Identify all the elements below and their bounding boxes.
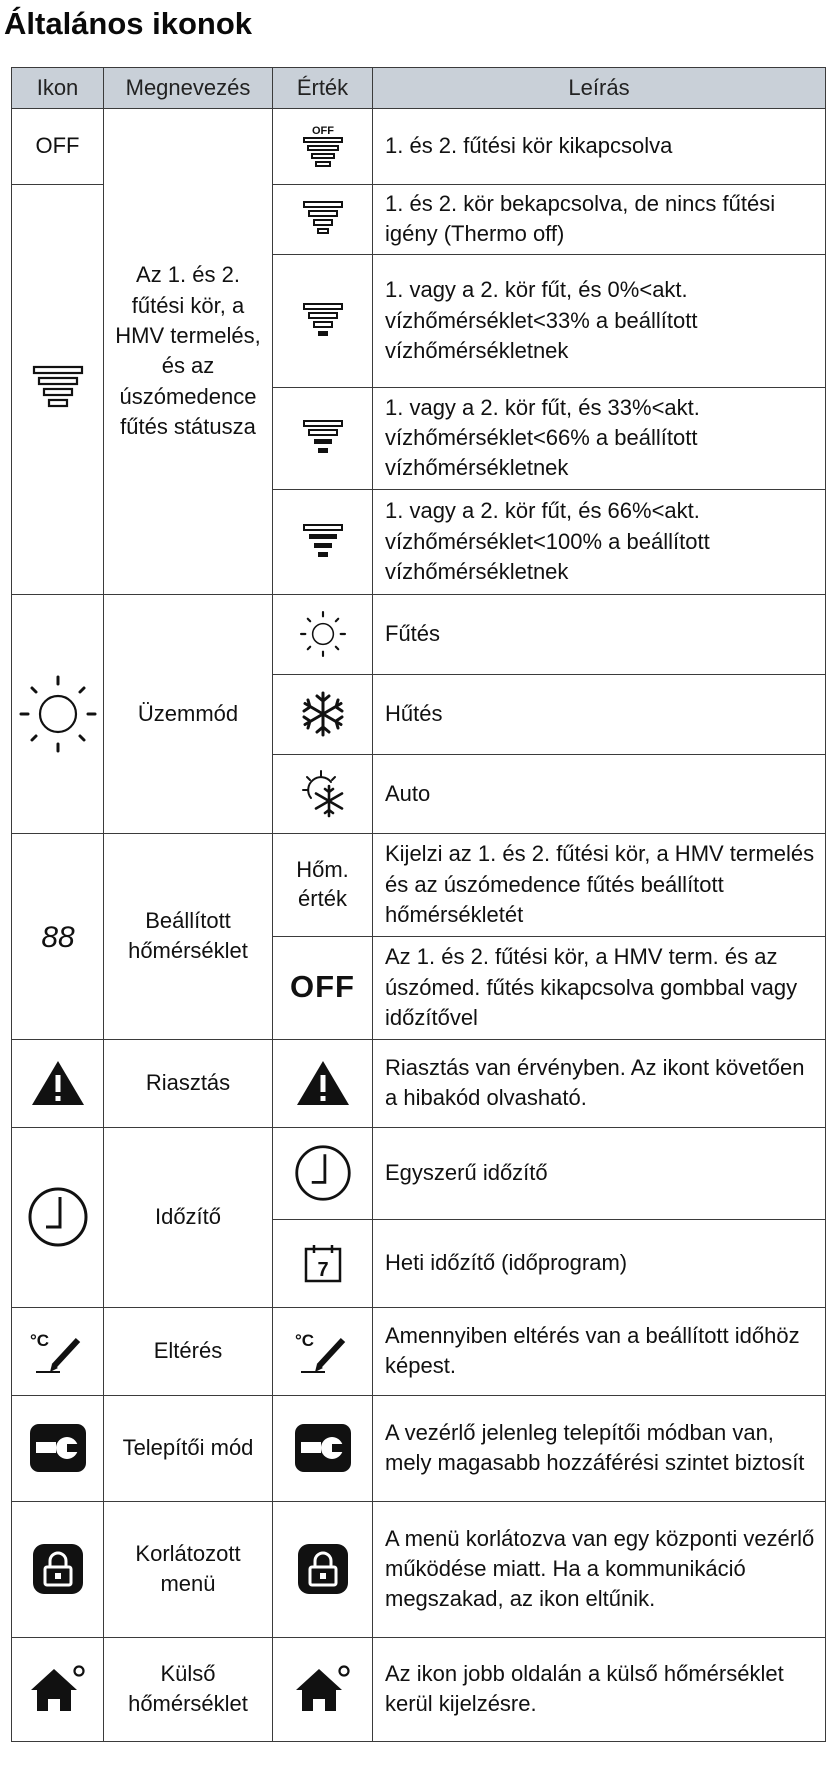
sun-icon — [298, 609, 348, 659]
value-cell — [273, 387, 373, 489]
deviation-unit-text: °C — [294, 1331, 314, 1351]
value-cell — [273, 1395, 373, 1501]
warning-triangle-icon — [295, 1058, 351, 1108]
name-outdoor-temperature — [104, 1637, 273, 1741]
desc-cell: A menü korlátozva van egy központi vezérlő működése miatt. Ha a kommunikáció megszakad, az ikon eltűnik. — [373, 1501, 826, 1637]
desc-cell: Fűtés — [373, 594, 826, 674]
table-header-row — [12, 68, 826, 109]
sun-icon — [17, 673, 99, 755]
value-cell — [273, 594, 373, 674]
page-title: Általános ikonok — [4, 6, 253, 41]
desc-cell: 1. vagy a 2. kör fűt, és 66%<akt. vízhőmérséklet<100% a beállított vízhőmérsékletnek — [373, 489, 826, 594]
snowflake-icon — [298, 689, 348, 739]
heating-thermo-off-icon — [301, 200, 345, 238]
icon-cell — [12, 833, 104, 1039]
off-value-label: OFF — [290, 969, 355, 1005]
heating-level-3-icon — [301, 523, 345, 561]
name-set-temperature — [104, 833, 273, 1039]
header-ertek: Érték — [273, 68, 373, 109]
off-label: OFF — [35, 133, 80, 159]
table-row — [12, 109, 826, 185]
heating-status-bars-icon — [32, 365, 84, 413]
desc-cell: 1. és 2. fűtési kör kikapcsolva — [373, 109, 826, 185]
name-text: Az 1. és 2. fűtési kör, a HMV termelés, és az úszómedence fűtés státusza — [115, 262, 261, 440]
desc-cell: Az 1. és 2. fűtési kör, a HMV term. és az úszómed. fűtés kikapcsolva gombbal vagy időzítővel — [373, 936, 826, 1039]
desc-cell: Amennyiben eltérés van a beállított időhöz képest. — [373, 1307, 826, 1395]
desc-cell: Egyszerű időzítő — [373, 1127, 826, 1219]
value-cell — [273, 1501, 373, 1637]
desc-cell: 1. vagy a 2. kör fűt, és 0%<akt. vízhőmérséklet<33% a beállított vízhőmérsékletnek — [373, 254, 826, 387]
table-row — [12, 594, 826, 674]
desc-cell: Az ikon jobb oldalán a külső hőmérséklet kerül kijelzésre. — [373, 1637, 826, 1741]
installer-tool-icon — [28, 1420, 88, 1476]
desc-cell: Heti időzítő (időprogram) — [373, 1219, 826, 1307]
icon-cell — [12, 1039, 104, 1127]
name-restricted-menu — [104, 1501, 273, 1637]
auto-mode-icon — [297, 768, 349, 820]
name-text: Külső hőmérséklet — [128, 1660, 248, 1717]
icon-cell — [12, 1127, 104, 1307]
temp-value-label: Hőm. érték — [296, 857, 349, 911]
name-timer: Időzítő — [104, 1127, 273, 1307]
table-row — [12, 1039, 826, 1127]
value-cell — [273, 674, 373, 754]
padlock-icon — [295, 1541, 351, 1597]
seven-segment-text: 88 — [40, 921, 75, 955]
value-cell — [273, 833, 373, 936]
padlock-icon — [30, 1541, 86, 1597]
value-cell — [273, 254, 373, 387]
house-icon — [29, 1663, 87, 1715]
icon-cell — [12, 1637, 104, 1741]
heating-status-off-icon — [301, 124, 345, 170]
icon-cell — [12, 1395, 104, 1501]
deviation-pencil-icon — [293, 1326, 353, 1376]
desc-cell: Hűtés — [373, 674, 826, 754]
name-text: Korlátozott menü — [135, 1540, 241, 1597]
value-cell — [273, 489, 373, 594]
value-cell — [273, 1307, 373, 1395]
name-alarm: Riasztás — [104, 1039, 273, 1127]
table-row — [12, 1307, 826, 1395]
icon-cell — [12, 1501, 104, 1637]
clock-icon — [293, 1143, 353, 1203]
icon-cell — [12, 594, 104, 833]
value-cell — [273, 754, 373, 833]
clock-icon — [26, 1185, 90, 1249]
desc-cell: A vezérlő jelenleg telepítői módban van, mely magasabb hozzáférési szintet biztosít — [373, 1395, 826, 1501]
name-operating-mode: Üzemmód — [104, 594, 273, 833]
table-row — [12, 1127, 826, 1219]
table-row — [12, 1395, 826, 1501]
desc-cell: Kijelzi az 1. és 2. fűtési kör, a HMV termelés és az úszómedence fűtés beállított hőmérsékletét — [373, 833, 826, 936]
desc-cell: Auto — [373, 754, 826, 833]
warning-triangle-icon — [30, 1058, 86, 1108]
name-deviation: Eltérés — [104, 1307, 273, 1395]
desc-cell: Riasztás van érvényben. Az ikont követően a hibakód olvasható. — [373, 1039, 826, 1127]
desc-cell: 1. és 2. kör bekapcsolva, de nincs fűtési igény (Thermo off) — [373, 185, 826, 255]
header-ikon: Ikon — [12, 68, 104, 109]
deviation-pencil-icon — [28, 1326, 88, 1376]
name-heating-status — [104, 109, 273, 595]
seven-segment-88-icon — [30, 918, 86, 954]
house-icon — [294, 1663, 352, 1715]
value-cell — [273, 185, 373, 255]
desc-cell: 1. vagy a 2. kör fűt, és 33%<akt. vízhőmérséklet<66% a beállított vízhőmérsékletnek — [373, 387, 826, 489]
installer-tool-icon — [293, 1420, 353, 1476]
calendar-icon — [301, 1241, 345, 1285]
heating-level-1-icon — [301, 302, 345, 340]
icon-table — [11, 67, 826, 1742]
value-cell — [273, 109, 373, 185]
heating-level-2-icon — [301, 419, 345, 457]
value-cell — [273, 1039, 373, 1127]
value-cell — [273, 1637, 373, 1741]
calendar-day-text: 7 — [316, 1259, 329, 1282]
name-installer-mode: Telepítői mód — [104, 1395, 273, 1501]
table-row — [12, 1637, 826, 1741]
value-cell — [273, 1127, 373, 1219]
name-text: Beállított hőmérséklet — [128, 907, 248, 964]
value-cell — [273, 1219, 373, 1307]
icon-cell — [12, 109, 104, 185]
header-megnevezes: Megnevezés — [104, 68, 273, 109]
table-row — [12, 1501, 826, 1637]
icon-cell — [12, 185, 104, 595]
table-row — [12, 833, 826, 936]
deviation-unit-text: °C — [29, 1331, 49, 1351]
header-leiras: Leírás — [373, 68, 826, 109]
svg-text:OFF: OFF — [311, 124, 334, 137]
icon-cell — [12, 1307, 104, 1395]
value-cell — [273, 936, 373, 1039]
